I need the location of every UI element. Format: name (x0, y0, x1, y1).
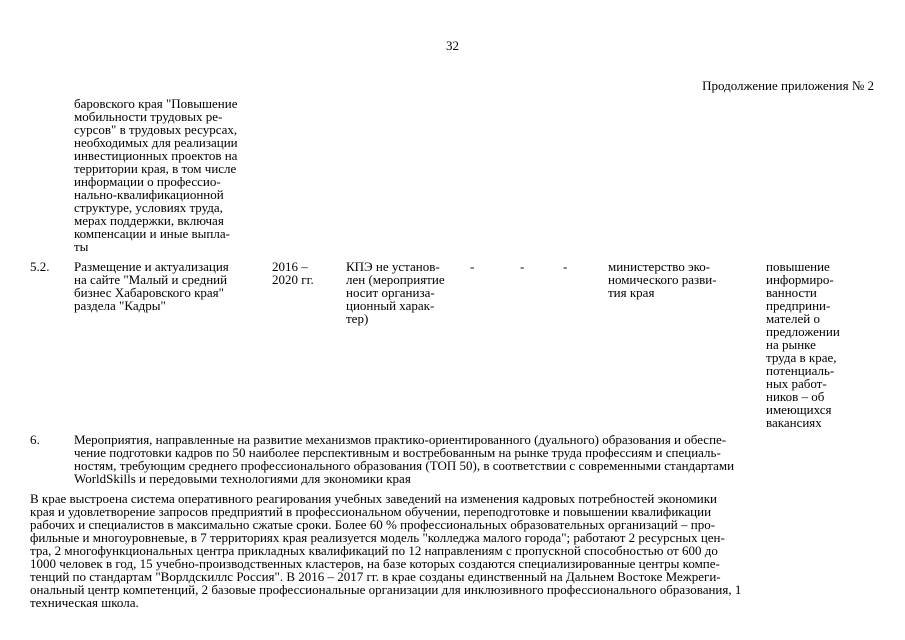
row-result-line: предложении (766, 324, 840, 339)
paragraph-line: техническая школа. (30, 595, 139, 610)
page-number: 32 (446, 38, 459, 53)
paragraph-line: тенций по стандартам "Ворлдскиллс Россия". В 2016 – 2017 гг. в крае созданы единственный на Дальнем Востоке Межреги- (30, 569, 721, 584)
row-text-line: чение подготовки кадров по 50 наиболее перспективным и востребованным на рынке труда профессиям и специаль- (74, 445, 721, 460)
row-executor-line: тия края (608, 285, 655, 300)
row-continuation-line: компенсации и иные выпла- (74, 226, 230, 241)
row-result-line: ников – об (766, 389, 825, 404)
row-text-line: ностям, требующим среднего профессионального образования (ТОП 50), в соответствии с современными стандартами (74, 458, 735, 473)
row-dash-value: - (520, 259, 525, 274)
row-continuation-line: структуре, условиях труда, (74, 200, 223, 215)
row-continuation-line: нально-квалификационной (74, 187, 224, 202)
row-continuation-line: инвестиционных проектов на (74, 148, 238, 163)
row-continuation-line: территории края, в том числе (74, 161, 237, 176)
row-name-line: на сайте "Малый и средний (74, 272, 228, 287)
row-years-line: 2020 гг. (272, 272, 314, 287)
row-result-line: предприни- (766, 298, 831, 313)
row-continuation-line: необходимых для реализации (74, 135, 238, 150)
row-executor-line: министерство эко- (608, 259, 711, 274)
row-result-line: потенциаль- (766, 363, 835, 378)
row-kpe-line: тер) (346, 311, 369, 326)
row-result-line: труда в крае, (766, 350, 837, 365)
row-result-line: информиро- (766, 272, 834, 287)
row-kpe-line: лен (мероприятие (346, 272, 445, 287)
row-name-line: бизнес Хабаровского края" (74, 285, 224, 300)
paragraph-line: края и удовлетворение запросов предприятий в профессиональном обучении, переподготовке и повышении квалификации (30, 504, 712, 519)
row-kpe-line: носит организа- (346, 285, 435, 300)
continuation-label: Продолжение приложения № 2 (702, 78, 874, 93)
paragraph-line: 1000 человек в год, 15 учебно-производственных кластеров, на базе которых создаются специализированные центры компе- (30, 556, 720, 571)
row-dash-value: - (563, 259, 568, 274)
row-text-line: WorldSkills и передовыми технологиями для экономики края (74, 471, 411, 486)
row-continuation-line: баровского края "Повышение (74, 96, 238, 111)
row-continuation-line: ты (74, 239, 89, 254)
row-continuation-line: информации о профессио- (74, 174, 221, 189)
row-number: 6. (30, 432, 40, 447)
row-continuation-line: мобильности трудовых ре- (74, 109, 223, 124)
row-result-line: повышение (766, 259, 830, 274)
row-number: 5.2. (30, 259, 50, 274)
row-executor-line: номического разви- (608, 272, 717, 287)
row-result-line: вакансиях (766, 415, 822, 430)
row-result-line: на рынке (766, 337, 816, 352)
paragraph-line: рабочих и специалистов в максимально сжатые сроки. Более 60 % профессиональных образовательных организаций – про- (30, 517, 716, 532)
row-name-line: раздела "Кадры" (74, 298, 166, 313)
paragraph-line: тра, 2 многофункциональных центра прикладных квалификаций по 12 направлениям с пропускной способностью от 600 до (30, 543, 718, 558)
row-continuation-line: сурсов" в трудовых ресурсах, (74, 122, 238, 137)
row-result-line: мателей о (766, 311, 820, 326)
row-dash-value: - (470, 259, 475, 274)
row-result-line: имеющихся (766, 402, 832, 417)
row-years-line: 2016 – (272, 259, 308, 274)
row-kpe-line: ционный харак- (346, 298, 435, 313)
paragraph-line: ональный центр компетенций, 2 базовые профессиональные организации для инклюзивного профессионального образования, 1 (30, 582, 742, 597)
row-result-line: ных работ- (766, 376, 827, 391)
row-kpe-line: КПЭ не установ- (346, 259, 440, 274)
row-continuation-line: мерах поддержки, включая (74, 213, 224, 228)
row-result-line: ванности (766, 285, 817, 300)
row-text-line: Мероприятия, направленные на развитие механизмов практико-ориентированного (дуального) образования и обеспе- (74, 432, 727, 447)
row-name-line: Размещение и актуализация (74, 259, 229, 274)
paragraph-line: фильные и многоуровневые, в 7 территориях края реализуется модель "колледжа малого города"; работают 2 ресурсных цен- (30, 530, 725, 545)
paragraph-line: В крае выстроена система оперативного реагирования учебных заведений на изменения кадровых потребностей экономики (30, 491, 717, 506)
